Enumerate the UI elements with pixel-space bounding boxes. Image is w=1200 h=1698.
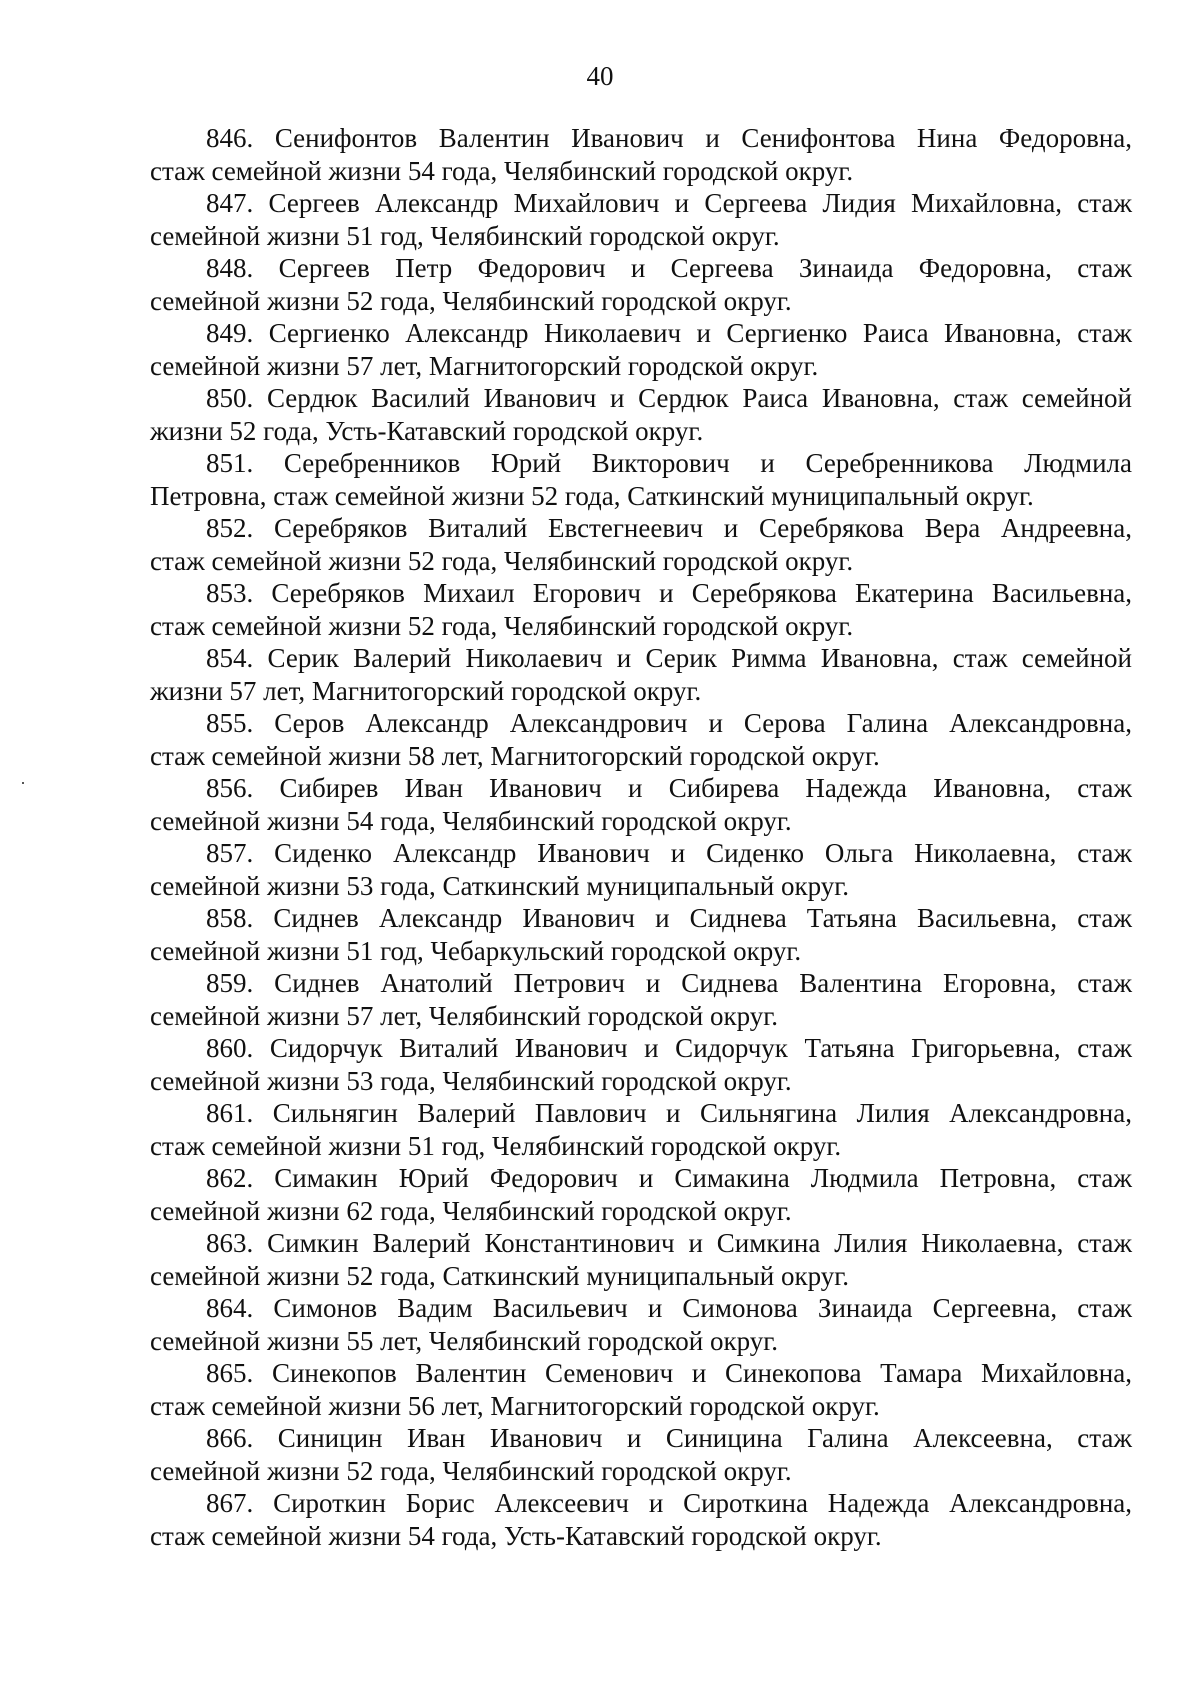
entry-first-line: 852. Серебряков Виталий Евстегнеевич и Серебрякова Вера Андреевна, [206, 513, 1132, 543]
entry-second-line: семейной жизни 54 года, Челябинский городской округ. [150, 805, 792, 836]
entry-first-line: 854. Серик Валерий Николаевич и Серик Римма Ивановна, стаж семейной [206, 643, 1132, 673]
entry-first-line: 860. Сидорчук Виталий Иванович и Сидорчук Татьяна Григорьевна, стаж [206, 1033, 1132, 1063]
list-item [150, 967, 1132, 1032]
list-item [150, 512, 1132, 577]
entry-second-line: семейной жизни 52 года, Челябинский городской округ. [150, 285, 792, 316]
list-item [150, 252, 1132, 317]
entry-second-line: семейной жизни 52 года, Челябинский городской округ. [150, 1455, 792, 1486]
entry-second-line: стаж семейной жизни 58 лет, Магнитогорский городской округ. [150, 740, 880, 771]
entry-first-line: 851. Серебренников Юрий Викторович и Серебренникова Людмила [206, 448, 1132, 478]
entry-second-line: стаж семейной жизни 54 года, Челябинский городской округ. [150, 155, 854, 186]
entry-first-line: 849. Сергиенко Александр Николаевич и Сергиенко Раиса Ивановна, стаж [206, 318, 1132, 348]
entry-second-line: семейной жизни 53 года, Саткинский муниципальный округ. [150, 870, 850, 901]
list-item [150, 902, 1132, 967]
entry-first-line: 853. Серебряков Михаил Егорович и Серебрякова Екатерина Васильевна, [206, 578, 1132, 608]
entry-first-line: 846. Сенифонтов Валентин Иванович и Сенифонтова Нина Федоровна, [206, 123, 1132, 153]
entry-second-line: семейной жизни 53 года, Челябинский городской округ. [150, 1065, 792, 1096]
entry-second-line: семейной жизни 62 года, Челябинский городской округ. [150, 1195, 792, 1226]
entry-first-line: 865. Синекопов Валентин Семенович и Синекопова Тамара Михайловна, [206, 1358, 1132, 1388]
entry-first-line: 856. Сибирев Иван Иванович и Сибирева Надежда Ивановна, стаж [206, 773, 1132, 803]
list-item [150, 1162, 1132, 1227]
entry-first-line: 861. Сильнягин Валерий Павлович и Сильнягина Лилия Александровна, [206, 1098, 1132, 1128]
list-item [150, 317, 1132, 382]
entry-first-line: 867. Сироткин Борис Алексеевич и Сироткина Надежда Александровна, [206, 1488, 1132, 1518]
entry-first-line: 864. Симонов Вадим Васильевич и Симонова Зинаида Сергеевна, стаж [206, 1293, 1132, 1323]
scan-speck [22, 782, 24, 784]
entry-first-line: 866. Синицин Иван Иванович и Синицина Галина Алексеевна, стаж [206, 1423, 1132, 1453]
page-number: 40 [586, 61, 614, 91]
entry-list [150, 122, 1132, 1552]
list-item [150, 1097, 1132, 1162]
entry-second-line: стаж семейной жизни 51 год, Челябинский городской округ. [150, 1130, 842, 1161]
list-item [150, 1357, 1132, 1422]
list-item [150, 577, 1132, 642]
entry-first-line: 862. Симакин Юрий Федорович и Симакина Людмила Петровна, стаж [206, 1163, 1132, 1193]
list-item [150, 1032, 1132, 1097]
entry-second-line: семейной жизни 57 лет, Челябинский городской округ. [150, 1000, 779, 1031]
entry-first-line: 848. Сергеев Петр Федорович и Сергеева Зинаида Федоровна, стаж [206, 253, 1132, 283]
entry-first-line: 859. Сиднев Анатолий Петрович и Сиднева Валентина Егоровна, стаж [206, 968, 1132, 998]
entry-second-line: стаж семейной жизни 52 года, Челябинский городской округ. [150, 545, 854, 576]
list-item [150, 837, 1132, 902]
entry-first-line: 863. Симкин Валерий Константинович и Симкина Лилия Николаевна, стаж [206, 1228, 1132, 1258]
entry-second-line: семейной жизни 52 года, Саткинский муниципальный округ. [150, 1260, 850, 1291]
entry-second-line: Петровна, стаж семейной жизни 52 года, Саткинский муниципальный округ. [150, 480, 1034, 511]
list-item [150, 1487, 1132, 1552]
list-item [150, 1292, 1132, 1357]
entry-first-line: 858. Сиднев Александр Иванович и Сиднева Татьяна Васильевна, стаж [206, 903, 1132, 933]
entry-second-line: семейной жизни 57 лет, Магнитогорский городской округ. [150, 350, 819, 381]
list-item [150, 707, 1132, 772]
entry-second-line: семейной жизни 51 год, Чебаркульский городской округ. [150, 935, 802, 966]
entry-second-line: стаж семейной жизни 56 лет, Магнитогорский городской округ. [150, 1390, 880, 1421]
entry-second-line: стаж семейной жизни 54 года, Усть-Катавский городской округ. [150, 1520, 882, 1551]
entry-second-line: жизни 57 лет, Магнитогорский городской округ. [150, 675, 702, 706]
entry-second-line: жизни 52 года, Усть-Катавский городской округ. [150, 415, 704, 446]
entry-first-line: 850. Сердюк Василий Иванович и Сердюк Раиса Ивановна, стаж семейной [206, 383, 1132, 413]
list-item [150, 1227, 1132, 1292]
entry-second-line: семейной жизни 51 год, Челябинский городской округ. [150, 220, 780, 251]
entry-first-line: 857. Сиденко Александр Иванович и Сиденко Ольга Николаевна, стаж [206, 838, 1132, 868]
list-item [150, 447, 1132, 512]
entry-first-line: 855. Серов Александр Александрович и Серова Галина Александровна, [206, 708, 1132, 738]
entry-first-line: 847. Сергеев Александр Михайлович и Сергеева Лидия Михайловна, стаж [206, 188, 1132, 218]
list-item [150, 122, 1132, 187]
entry-second-line: семейной жизни 55 лет, Челябинский городской округ. [150, 1325, 779, 1356]
entry-second-line: стаж семейной жизни 52 года, Челябинский городской округ. [150, 610, 854, 641]
list-item [150, 772, 1132, 837]
list-item [150, 382, 1132, 447]
list-item [150, 642, 1132, 707]
list-item [150, 1422, 1132, 1487]
list-item [150, 187, 1132, 252]
